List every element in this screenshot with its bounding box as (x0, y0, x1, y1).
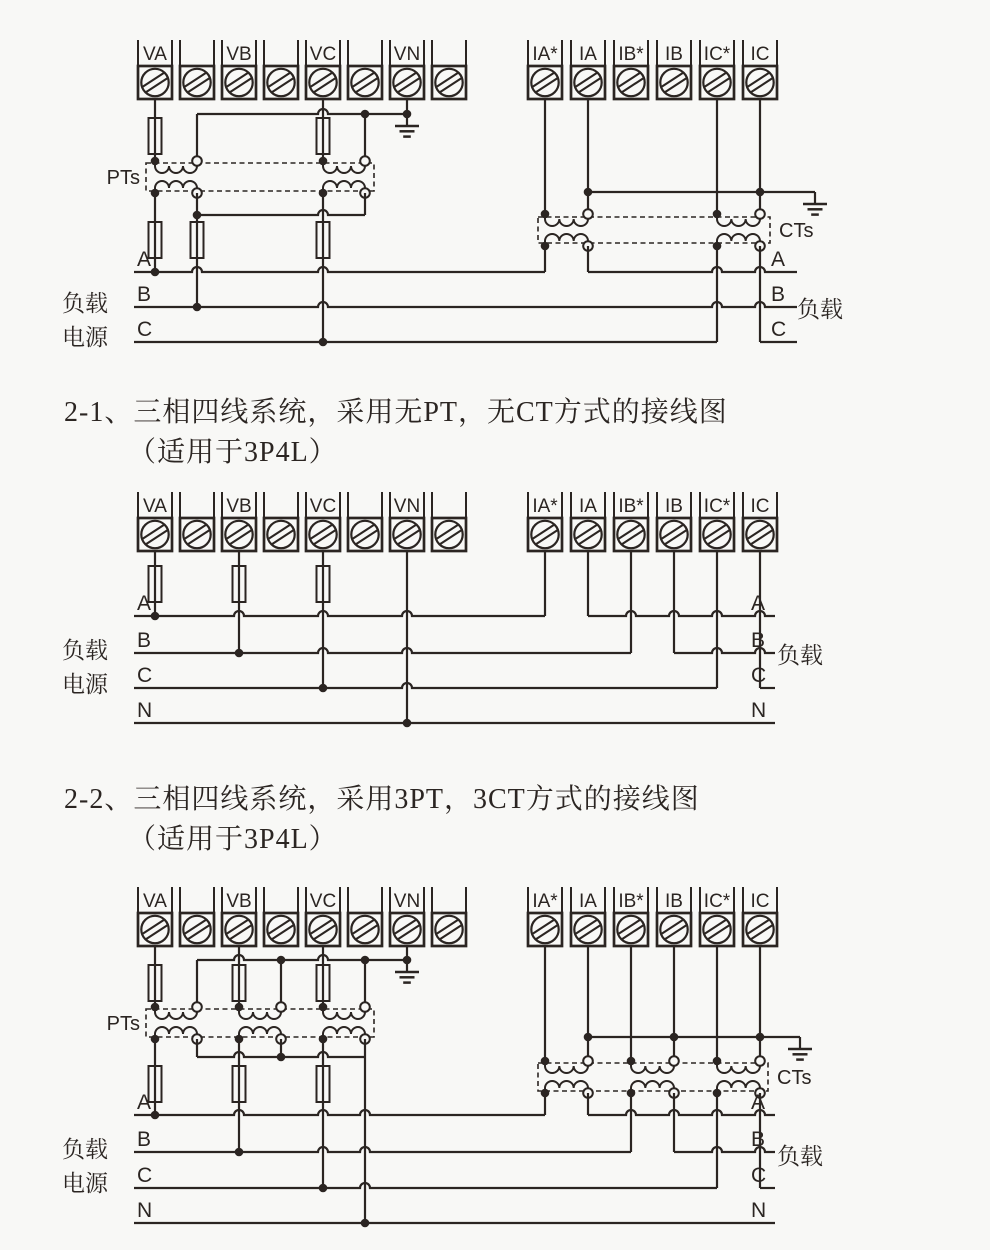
winding-terminal-circle (755, 1056, 765, 1066)
screw-slot (439, 530, 462, 545)
terminal-label: IC (750, 44, 770, 65)
screw-slot (575, 919, 598, 934)
screw-slot (707, 78, 730, 93)
screw-slot (229, 530, 252, 545)
terminal-screw-box (743, 66, 777, 99)
screw-slot (750, 925, 773, 940)
bus-line (197, 109, 407, 114)
screw-slot (707, 530, 730, 545)
terminal-vb (222, 887, 256, 946)
bus-line (134, 1183, 717, 1188)
screw-slot (355, 530, 378, 545)
terminal-ic-star (700, 887, 734, 946)
terminal-label: VN (393, 44, 421, 65)
terminal-screw-box (614, 913, 648, 946)
screw-slot (184, 72, 207, 87)
terminal-screw-box (571, 913, 605, 946)
screw-slot (397, 78, 420, 93)
screw-slot (145, 78, 168, 93)
screw-slot (145, 530, 168, 545)
screw-slot (271, 78, 294, 93)
wiring-2pt-2ct (62, 40, 843, 350)
terminal-screw-box (571, 518, 605, 551)
screw-slot (142, 72, 165, 87)
terminal-ib-star (614, 887, 648, 946)
screw-slot (532, 72, 555, 87)
terminal-blank (264, 492, 298, 551)
transformer-winding (717, 214, 760, 226)
screw-slot (145, 925, 168, 940)
screw-slot (184, 524, 207, 539)
terminal-screw-box (222, 913, 256, 946)
caption-2-1-line2: （适用于3P4L） (128, 437, 338, 468)
ct-group-label: CTs (779, 220, 814, 242)
screw-slot (313, 78, 336, 93)
terminal-label: IB* (618, 44, 644, 65)
junction-dot (584, 1033, 593, 1042)
terminal-blank (264, 887, 298, 946)
screw-slot (310, 72, 333, 87)
line-label-N-load: N (751, 1199, 767, 1222)
terminal-label: IA* (532, 891, 558, 912)
screw-slot (575, 72, 598, 87)
screw-slot (229, 78, 252, 93)
terminal-label: VB (226, 44, 252, 65)
line-label-B-source: B (137, 1128, 152, 1151)
screw-slot (268, 72, 291, 87)
screw-slot (661, 524, 684, 539)
ground-icon (395, 960, 419, 983)
terminal-vc (306, 492, 340, 551)
terminal-blank (180, 40, 214, 99)
line-label-A-load: A (771, 248, 786, 271)
terminal-screw-box (432, 66, 466, 99)
terminal-screw-box (528, 66, 562, 99)
screw-slot (621, 78, 644, 93)
source-side-load-label: 负载 (62, 291, 108, 316)
junction-dot (541, 210, 550, 219)
screw-slot (707, 925, 730, 940)
bus-line (134, 302, 797, 307)
terminal-ic-star (700, 40, 734, 99)
screw-slot (535, 530, 558, 545)
screw-slot (747, 524, 770, 539)
line-label-B-source: B (137, 283, 152, 306)
terminal-label: IC (750, 496, 770, 517)
terminal-label: VN (393, 891, 421, 912)
junction-dot (361, 956, 370, 965)
source-side-power-label: 电源 (62, 672, 108, 697)
screw-slot (436, 72, 459, 87)
line-label-C-source: C (137, 664, 153, 687)
screw-slot (352, 72, 375, 87)
terminal-vn (390, 492, 424, 551)
transformer-group-box (146, 1009, 374, 1037)
junction-dot (277, 956, 286, 965)
caption-2-2-line2: （适用于3P4L） (128, 824, 338, 855)
line-label-N-source: N (137, 699, 153, 722)
junction-dot (151, 157, 160, 166)
bus-line (134, 1147, 631, 1152)
terminal-label: VA (143, 44, 167, 65)
screw-slot (313, 925, 336, 940)
screw-slot (664, 530, 687, 545)
screw-slot (271, 530, 294, 545)
terminal-ic (743, 492, 777, 551)
screw-slot (664, 78, 687, 93)
terminal-screw-box (138, 66, 172, 99)
line-label-B-load: B (751, 629, 766, 652)
screw-slot (142, 524, 165, 539)
line-label-B-source: B (137, 629, 152, 652)
screw-slot (747, 919, 770, 934)
screw-slot (394, 524, 417, 539)
terminal-screw-box (700, 913, 734, 946)
screw-slot (439, 925, 462, 940)
screw-slot (355, 925, 378, 940)
terminal-ia-star (528, 887, 562, 946)
screw-slot (352, 524, 375, 539)
junction-dot (151, 1003, 160, 1012)
screw-slot (226, 72, 249, 87)
screw-slot (661, 72, 684, 87)
line-label-A-load: A (751, 1091, 766, 1114)
terminal-screw-box (306, 913, 340, 946)
terminal-screw-box (700, 518, 734, 551)
junction-dot (361, 110, 370, 119)
ground-icon (395, 114, 419, 137)
screw-slot (575, 524, 598, 539)
wiring-direct-no-pt-no-ct (62, 492, 823, 727)
terminal-label: VC (309, 496, 337, 517)
terminal-screw-box (180, 66, 214, 99)
caption-2-1-line1: 2-1、三相四线系统，采用无PT，无CT方式的接线图 (64, 397, 728, 428)
screw-slot (184, 919, 207, 934)
line-label-B-load: B (771, 283, 786, 306)
terminal-vn (390, 887, 424, 946)
junction-dot (584, 188, 593, 197)
screw-slot (397, 530, 420, 545)
winding-terminal-circle (669, 1056, 679, 1066)
bus-line (134, 611, 545, 616)
terminal-label: IA (579, 891, 597, 912)
junction-dot (319, 1003, 328, 1012)
terminal-ic-star (700, 492, 734, 551)
transformer-winding (717, 234, 760, 246)
junction-dot (756, 188, 765, 197)
terminal-label: IB* (618, 496, 644, 517)
terminal-screw-box (348, 66, 382, 99)
screw-slot (187, 530, 210, 545)
screw-slot (142, 919, 165, 934)
screw-slot (704, 72, 727, 87)
transformer-winding (545, 234, 588, 246)
ground-icon (803, 192, 827, 215)
terminal-screw-box (264, 66, 298, 99)
terminal-screw-box (390, 518, 424, 551)
bus-line (588, 1110, 775, 1115)
terminal-screw-box (264, 518, 298, 551)
terminal-screw-box (180, 518, 214, 551)
terminal-label: IB* (618, 891, 644, 912)
junction-dot (713, 1057, 722, 1066)
terminal-screw-box (614, 66, 648, 99)
transformer-winding (545, 214, 588, 226)
bus-line (588, 267, 797, 272)
terminal-ib (657, 40, 691, 99)
junction-dot (319, 157, 328, 166)
bus-line (197, 210, 365, 215)
ct-group-label: CTs (777, 1067, 812, 1089)
terminal-screw-box (348, 913, 382, 946)
screw-slot (532, 919, 555, 934)
screw-slot (535, 78, 558, 93)
terminal-vb (222, 40, 256, 99)
pt-group-label: PTs (106, 167, 140, 189)
winding-terminal-circle (192, 1002, 202, 1012)
terminal-label: VA (143, 891, 167, 912)
pt-group-label: PTs (106, 1013, 140, 1035)
terminal-screw-box (222, 66, 256, 99)
terminal-blank (432, 887, 466, 946)
terminal-screw-box (657, 913, 691, 946)
terminal-screw-box (571, 66, 605, 99)
terminal-screw-box (348, 518, 382, 551)
screw-slot (310, 919, 333, 934)
terminal-ia-star (528, 40, 562, 99)
terminal-label: IB (665, 44, 683, 65)
terminal-va (138, 40, 172, 99)
terminal-screw-box (614, 518, 648, 551)
terminal-blank (180, 887, 214, 946)
terminal-screw-box (657, 66, 691, 99)
screw-slot (618, 72, 641, 87)
bus-line (588, 611, 775, 616)
line-label-A-load: A (751, 592, 766, 615)
line-label-A-source: A (137, 1091, 152, 1114)
terminal-screw-box (306, 518, 340, 551)
terminal-blank (432, 492, 466, 551)
terminal-label: VC (309, 44, 337, 65)
screw-slot (621, 925, 644, 940)
screw-slot (436, 524, 459, 539)
terminal-screw-box (264, 913, 298, 946)
terminal-label: IC* (703, 891, 731, 912)
bus-line (197, 955, 407, 960)
terminal-blank (348, 40, 382, 99)
screw-slot (226, 919, 249, 934)
terminal-screw-box (180, 913, 214, 946)
screw-slot (532, 524, 555, 539)
terminal-blank (264, 40, 298, 99)
ground-icon (788, 1037, 812, 1060)
terminal-label: IA (579, 496, 597, 517)
terminal-label: IB (665, 891, 683, 912)
load-side-label: 负载 (777, 643, 823, 668)
screw-slot (394, 72, 417, 87)
screw-slot (535, 925, 558, 940)
junction-dot (627, 1057, 636, 1066)
terminal-label: IC* (703, 44, 731, 65)
terminal-screw-box (700, 66, 734, 99)
terminal-ib-star (614, 492, 648, 551)
terminal-screw-box (432, 518, 466, 551)
terminal-label: VA (143, 496, 167, 517)
line-label-C-source: C (137, 1164, 153, 1187)
transformer-group-box (146, 163, 374, 191)
terminal-label: VN (393, 496, 421, 517)
screw-slot (310, 524, 333, 539)
terminal-screw-box (138, 913, 172, 946)
terminal-label: IA* (532, 496, 558, 517)
winding-terminal-circle (583, 1056, 593, 1066)
screw-slot (187, 925, 210, 940)
terminal-vc (306, 40, 340, 99)
terminal-blank (348, 492, 382, 551)
terminal-ia (571, 40, 605, 99)
terminal-vn (390, 40, 424, 99)
junction-dot (756, 1033, 765, 1042)
terminal-va (138, 887, 172, 946)
terminal-ib (657, 492, 691, 551)
terminal-ia (571, 492, 605, 551)
bus-line (134, 267, 545, 272)
terminal-ib-star (614, 40, 648, 99)
caption-2-2-line1: 2-2、三相四线系统，采用3PT，3CT方式的接线图 (64, 784, 700, 815)
screw-slot (578, 78, 601, 93)
winding-terminal-circle (276, 1002, 286, 1012)
screw-slot (313, 530, 336, 545)
screw-slot (704, 919, 727, 934)
terminal-ia-star (528, 492, 562, 551)
bus-line (134, 1110, 545, 1115)
terminal-label: IB (665, 496, 683, 517)
screw-slot (618, 919, 641, 934)
screw-slot (750, 78, 773, 93)
junction-dot (193, 211, 202, 220)
line-label-N-load: N (751, 699, 767, 722)
screw-slot (226, 524, 249, 539)
source-side-load-label: 负载 (62, 638, 108, 663)
terminal-vc (306, 887, 340, 946)
bus-line (134, 683, 717, 688)
terminal-vb (222, 492, 256, 551)
bus-line (134, 648, 631, 653)
winding-terminal-circle (583, 209, 593, 219)
screw-slot (439, 78, 462, 93)
terminal-label: IC* (703, 496, 731, 517)
screw-slot (268, 919, 291, 934)
screw-slot (704, 524, 727, 539)
terminal-screw-box (528, 518, 562, 551)
winding-terminal-circle (360, 1002, 370, 1012)
load-side-label: 负载 (797, 297, 843, 322)
screw-slot (229, 925, 252, 940)
line-label-C-load: C (771, 318, 787, 341)
junction-dot (235, 1003, 244, 1012)
screw-slot (618, 524, 641, 539)
terminal-screw-box (743, 913, 777, 946)
terminal-label: IA* (532, 44, 558, 65)
screw-slot (621, 530, 644, 545)
screw-slot (664, 925, 687, 940)
terminal-ib (657, 887, 691, 946)
terminal-label: VB (226, 496, 252, 517)
line-label-B-load: B (751, 1128, 766, 1151)
terminal-screw-box (390, 913, 424, 946)
junction-dot (713, 210, 722, 219)
screw-slot (187, 78, 210, 93)
screw-slot (578, 925, 601, 940)
winding-terminal-circle (360, 156, 370, 166)
wiring-3pt-3ct (62, 887, 823, 1227)
line-label-C-load: C (751, 664, 767, 687)
load-side-label: 负载 (777, 1144, 823, 1169)
screw-slot (661, 919, 684, 934)
terminal-ia (571, 887, 605, 946)
screw-slot (436, 919, 459, 934)
screw-slot (397, 925, 420, 940)
terminal-blank (432, 40, 466, 99)
junction-dot (541, 1057, 550, 1066)
terminal-label: IC (750, 891, 770, 912)
line-label-N-source: N (137, 1199, 153, 1222)
terminal-screw-box (743, 518, 777, 551)
terminal-screw-box (306, 66, 340, 99)
winding-terminal-circle (192, 156, 202, 166)
line-label-C-source: C (137, 318, 153, 341)
winding-terminal-circle (755, 209, 765, 219)
terminal-screw-box (390, 66, 424, 99)
line-label-C-load: C (751, 1164, 767, 1187)
junction-dot (670, 1033, 679, 1042)
line-label-A-source: A (137, 248, 152, 271)
terminal-screw-box (657, 518, 691, 551)
terminal-screw-box (528, 913, 562, 946)
screw-slot (747, 72, 770, 87)
terminal-label: VB (226, 891, 252, 912)
terminal-screw-box (432, 913, 466, 946)
terminal-label: VC (309, 891, 337, 912)
terminal-label: IA (579, 44, 597, 65)
screw-slot (352, 919, 375, 934)
line-label-A-source: A (137, 592, 152, 615)
transformer-group-box (538, 1063, 768, 1091)
terminal-blank (180, 492, 214, 551)
screw-slot (268, 524, 291, 539)
screw-slot (750, 530, 773, 545)
terminal-ic (743, 40, 777, 99)
screw-slot (394, 919, 417, 934)
screw-slot (271, 925, 294, 940)
terminal-screw-box (222, 518, 256, 551)
screw-slot (355, 78, 378, 93)
terminal-va (138, 492, 172, 551)
source-side-power-label: 电源 (62, 325, 108, 350)
terminal-blank (348, 887, 382, 946)
source-side-load-label: 负载 (62, 1137, 108, 1162)
terminal-screw-box (138, 518, 172, 551)
source-side-power-label: 电源 (62, 1171, 108, 1196)
screw-slot (578, 530, 601, 545)
terminal-ic (743, 887, 777, 946)
